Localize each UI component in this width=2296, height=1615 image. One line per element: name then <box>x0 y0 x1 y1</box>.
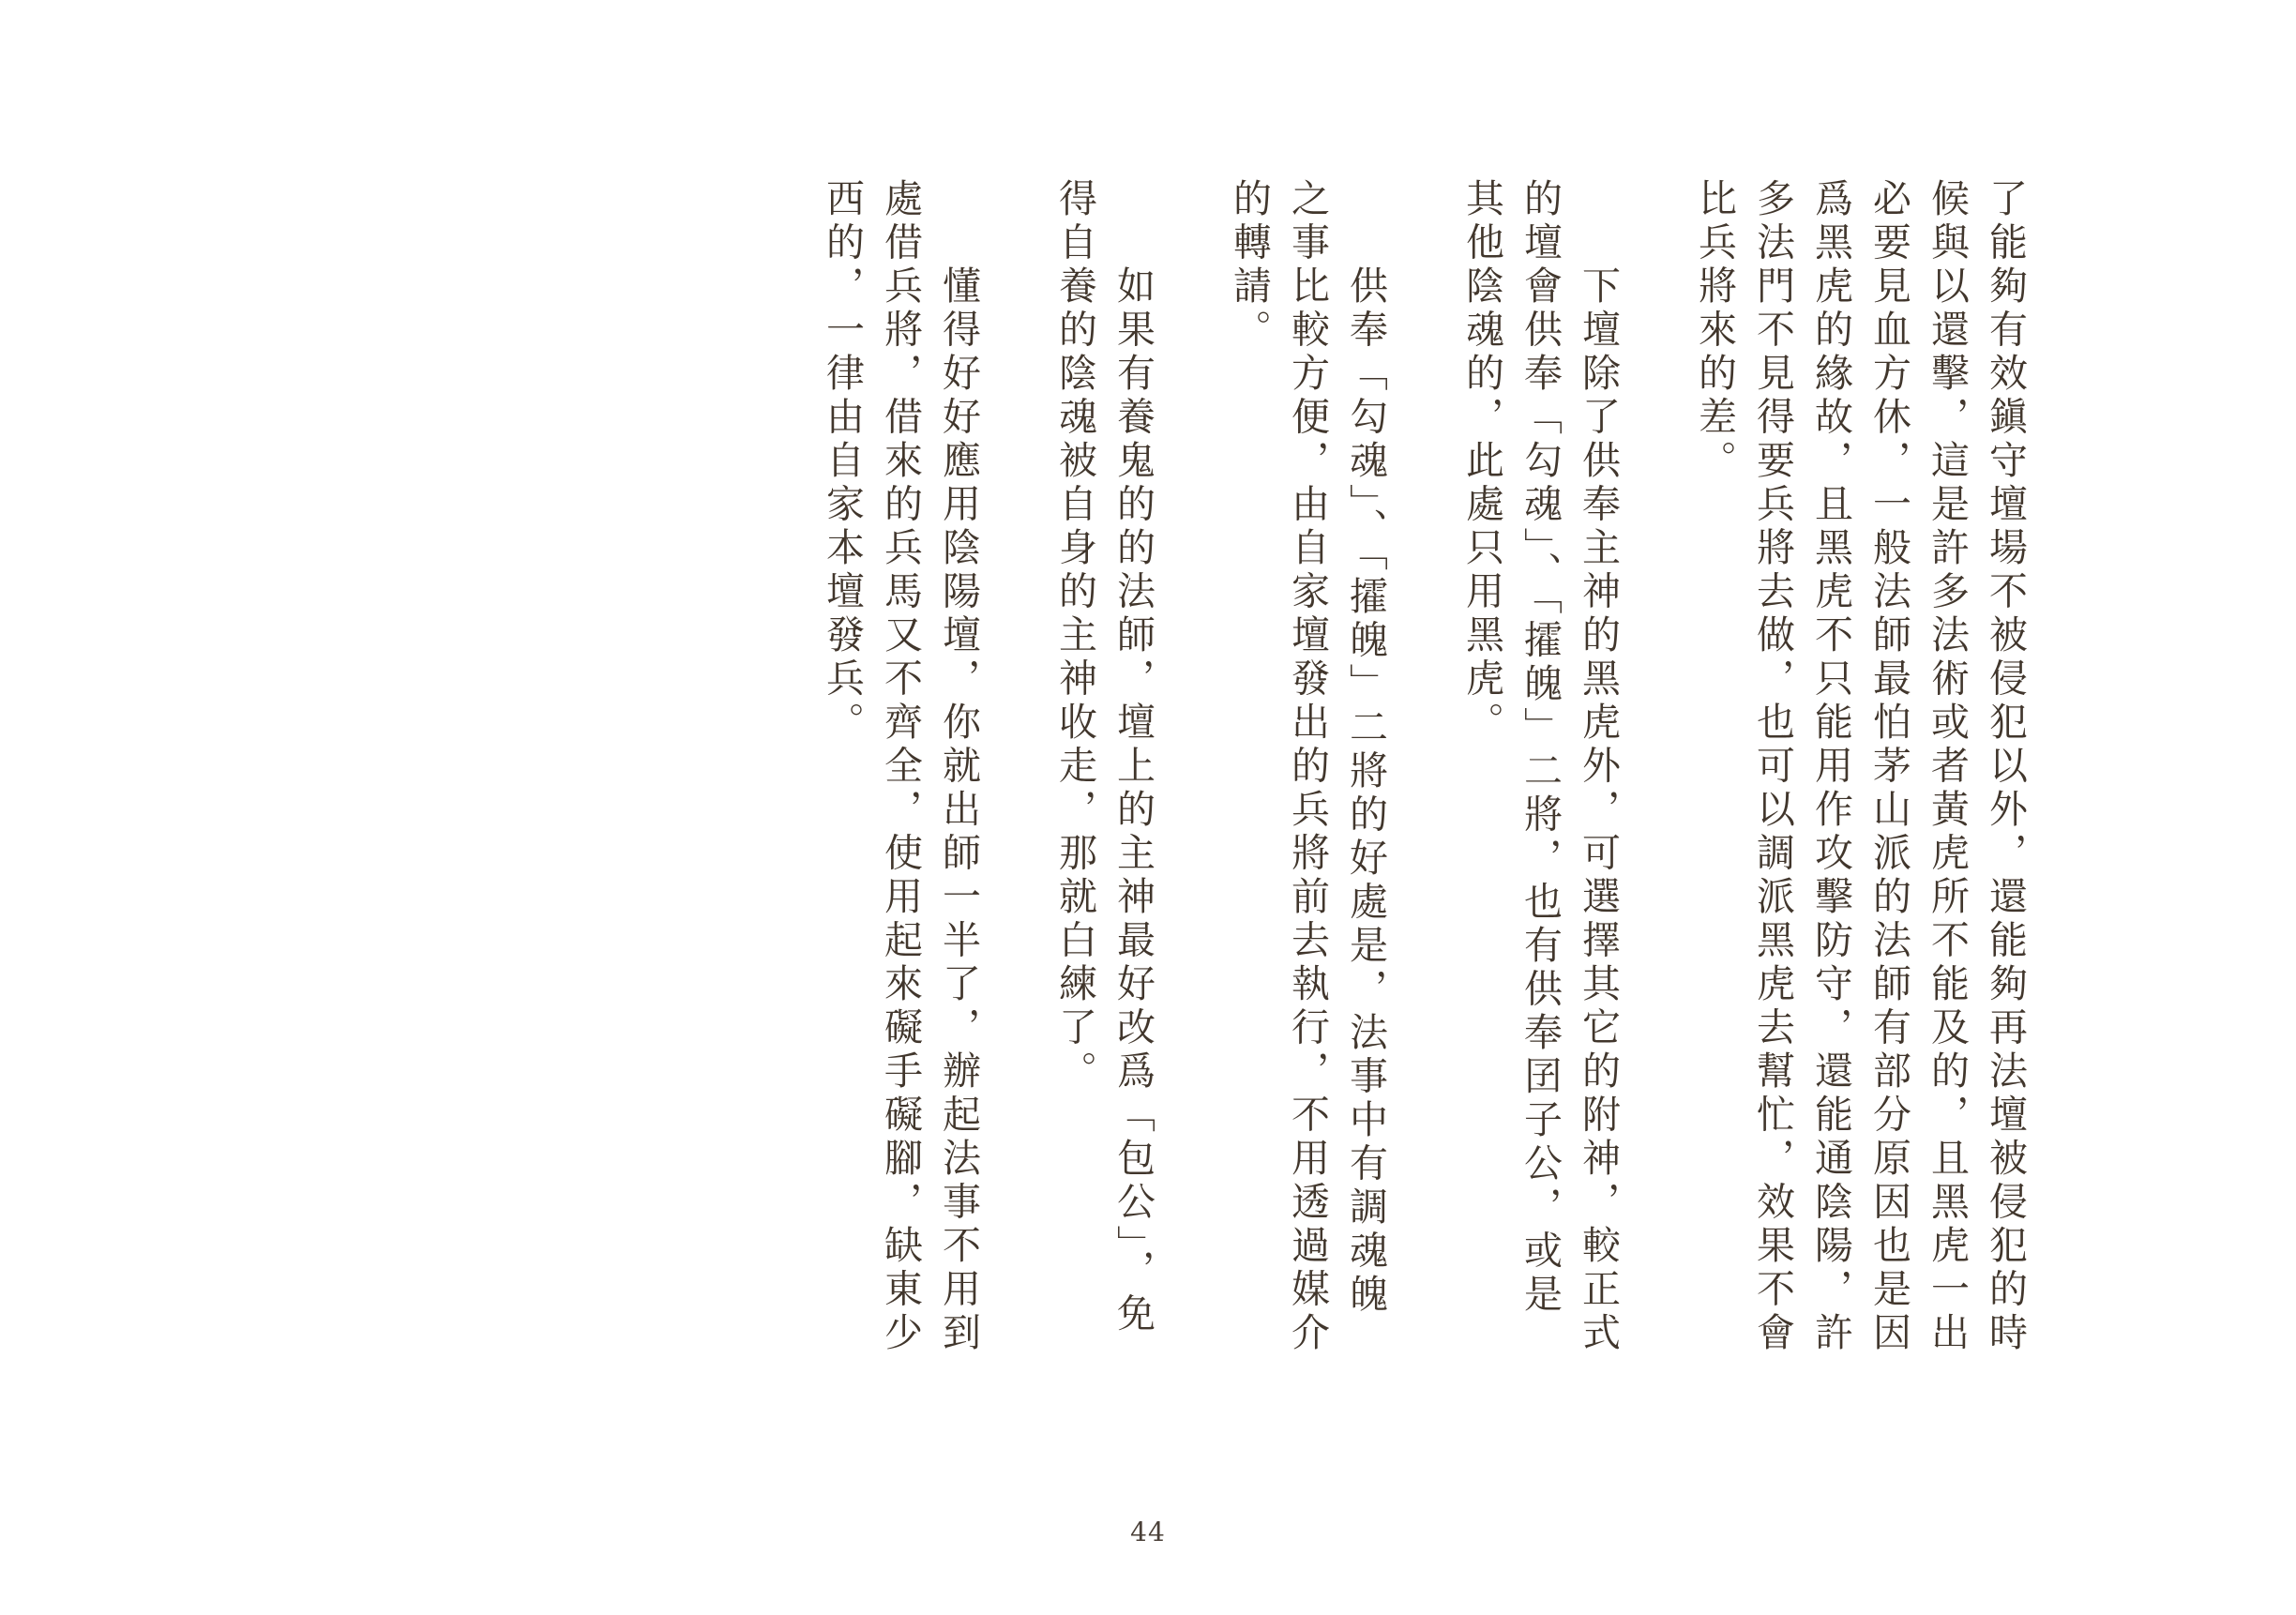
text-column-blank <box>1152 178 1210 1397</box>
text-column-blank <box>977 178 1035 1397</box>
text-column: 懂得好好應用陰陽壇，你就出師一半了，辦起法事不用到 <box>936 178 981 1356</box>
text-column-blank <box>1384 178 1443 1397</box>
text-column: 的壇會供奉「勾魂」、「攉魄」二將，也有供奉囝子公，或是 <box>1518 178 1563 1318</box>
text-column: 下壇除了供奉主神的黑虎外，可選擇其它的附神，較正式 <box>1576 178 1621 1356</box>
text-column: 候與以還擊，這是許多法術或者黃虎所不能及的，且黑虎一出 <box>1925 178 1970 1356</box>
text-column: 了能夠有效鎭守壇場不被侵犯以外，還能夠再法壇被侵犯的時 <box>1983 178 2028 1356</box>
text-column: 多法門不見得要兵將去做，也可以調派黑虎去幫忙，效果不會 <box>1750 178 1795 1356</box>
vertical-text-body <box>310 178 2028 1397</box>
text-column: 的轉請。 <box>1227 178 1272 353</box>
text-column: 必要見血方休，一般法師最怕茅山派的法師有部分原因也是因 <box>1866 178 1911 1356</box>
text-column: 得自養的陰魂被自身的主神收走，那就白練了。 <box>1052 178 1097 1094</box>
text-column: 西的，一律由自家本壇發兵。 <box>820 178 865 746</box>
text-column: 比兵將來的差。 <box>1692 178 1737 484</box>
page-number: 44 <box>1130 1517 1166 1547</box>
text-column: 之事比較方便，由自家壇發出的兵將前去執行，不用透過媒介 <box>1285 178 1330 1356</box>
text-column: 如果有養鬼的的法師，壇上的主神最好改爲「包公」，免 <box>1110 178 1156 1336</box>
text-column-with-footnote-marker: 其他陰魂的，此處只用黑虎。 <box>1459 178 1504 746</box>
text-column: 處借兵將，借來的兵馬又不齊全，使用起來礙手礙腳，缺東少 <box>878 178 923 1356</box>
text-column-blank <box>1617 178 1675 1397</box>
text-column: 供奉「勾魂」、「攉魄」二將的好處是，法事中有調魂魄 <box>1343 178 1388 1318</box>
text-column: 爲黑虎的緣故，且黑虎不只能用作攻擊防守，還能通陰陽，許 <box>1808 178 1853 1356</box>
